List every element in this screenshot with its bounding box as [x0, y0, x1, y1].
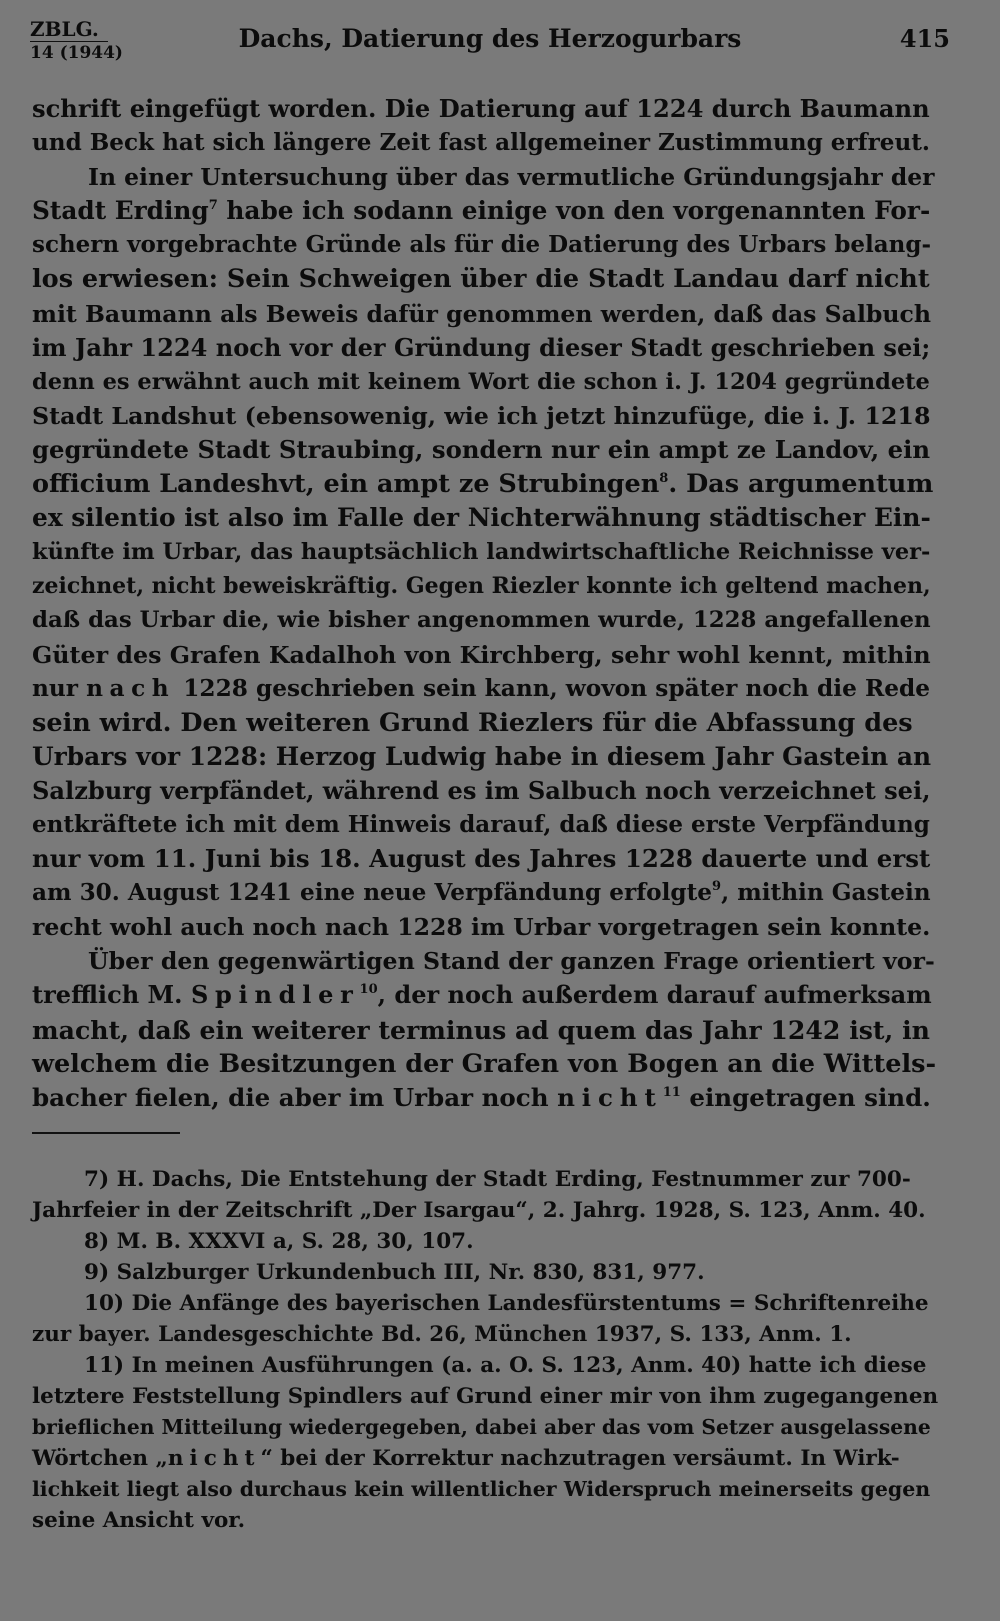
text-line: Über den gegenwärtigen Stand der ganzen Frage orientiert vor-	[88, 947, 935, 976]
text-line: officium Landeshvt, ein ampt ze Strubingen$^8$. Das argumentum	[32, 469, 934, 500]
text-line: mit Baumann als Beweis dafür genommen werden, daß das Salbuch	[32, 299, 932, 328]
running-title: Dachs, Datierung des Herzogurbars	[238, 24, 742, 53]
footnote-ref: 9	[712, 879, 722, 895]
footnote-ref: 7	[208, 198, 218, 214]
text-line: entkräftete ich mit dem Hinweis darauf, daß diese erste Verpfändung	[32, 810, 930, 838]
text-line: los erwiesen: Sein Schweigen über die Stadt Landau darf nicht	[32, 264, 930, 295]
text-line: künfte im Urbar, das hauptsächlich landwirtschaftliche Reichnisse ver-	[32, 539, 931, 566]
footnote-11-cont: lichkeit liegt also durchaus kein willentlicher Widerspruch meinerseits gegen	[32, 1477, 931, 1501]
text-line: nur vom 11. Juni bis 18. August des Jahres 1228 dauerte und erst	[32, 844, 931, 874]
page-number: 415	[899, 24, 950, 53]
text-line: ex silentio ist also im Falle der Nichterwähnung städtischer Ein-	[32, 503, 931, 533]
footnote-11-cont: letztere Feststellung Spindlers auf Grund einer mir von ihm zugegangenen	[32, 1384, 939, 1409]
text-line: im Jahr 1224 noch vor der Gründung dieser Stadt geschrieben sei;	[32, 332, 931, 362]
footnote-10: 10) Die Anfänge des bayerischen Landesfürstentums = Schriftenreihe	[84, 1291, 929, 1316]
text-line: Stadt Landshut (ebensowenig, wie ich jetzt hinzufüge, die i. J. 1218	[32, 401, 931, 430]
text-line: daß das Urbar die, wie bisher angenommen wurde, 1228 angefallenen	[32, 607, 931, 634]
text-line: welchem die Besitzungen der Grafen von Bogen an die Wittels-	[32, 1048, 937, 1079]
footnote-ref: 8	[659, 471, 669, 487]
text-line: nur nach 1228 geschrieben sein kann, wovon später noch die Rede	[32, 674, 931, 702]
footnote-9: 9) Salzburger Urkundenbuch III, Nr. 830, 831, 977.	[84, 1260, 705, 1285]
text-line: sein wird. Den weiteren Grund Riezlers für die Abfassung des	[32, 707, 913, 738]
text-line: Güter des Grafen Kadalhoh von Kirchberg, sehr wohl kennt, mithin	[32, 640, 931, 669]
footnote-ref: 10	[359, 982, 378, 998]
footnotes	[32, 1164, 940, 1536]
spaced-emphasis: nicht	[557, 1082, 663, 1112]
spaced-emphasis: Spindler	[190, 980, 360, 1010]
text-line: schrift eingefügt worden. Die Datierung auf 1224 durch Baumann	[32, 94, 930, 123]
footnote-8: 8) M. B. XXXVI a, S. 28, 30, 107.	[84, 1229, 474, 1254]
spaced-emphasis: nicht	[167, 1446, 261, 1471]
text-line: und Beck hat sich längere Zeit fast allgemeiner Zustimmung erfreut.	[32, 129, 930, 157]
page-header	[30, 14, 950, 66]
text-line: recht wohl auch noch nach 1228 im Urbar vorgetragen sein konnte.	[32, 913, 931, 942]
footnote-ref: 11	[662, 1084, 681, 1100]
text-line: Stadt Erding$^7$ habe ich sodann einige von den vorgenannten For-	[32, 196, 931, 226]
text-line: trefflich M. Spindler$^{10}$, der noch außerdem darauf aufmerksam	[32, 980, 932, 1010]
text-line: Urbars vor 1228: Herzog Ludwig habe in diesem Jahr Gastein an	[32, 741, 932, 771]
text-line: schern vorgebrachte Gründe als für die Datierung des Urbars belang-	[32, 231, 932, 259]
text-line: zeichnet, nicht beweiskräftig. Gegen Riezler konnte ich geltend machen,	[32, 573, 931, 600]
text-line: macht, daß ein weiterer terminus ad quem das Jahr 1242 ist, in	[32, 1014, 930, 1045]
footnote-11: 11) In meinen Ausführungen (a. a. O. S. 123, Anm. 40) hatte ich diese	[84, 1353, 927, 1378]
spaced-emphasis: nach	[86, 674, 176, 702]
footnote-11-cont: brieflichen Mitteilung wiedergegeben, dabei aber das vom Setzer ausgelassene	[32, 1415, 931, 1439]
footnote-11-cont: Wörtchen „nicht“ bei der Korrektur nachzutragen versäumt. In Wirk-	[32, 1446, 900, 1471]
footnote-11-cont: seine Ansicht vor.	[32, 1508, 246, 1533]
text-line: Salzburg verpfändet, während es im Salbuch noch verzeichnet sei,	[32, 775, 931, 805]
journal-abbreviation: ZBLG.	[30, 18, 108, 42]
footnote-7-cont: Jahrfeier in der Zeitschrift „Der Isargau“, 2. Jahrg. 1928, S. 123, Anm. 40.	[32, 1198, 926, 1223]
journal-volume: 14 (1944)	[30, 43, 123, 63]
text-line: In einer Untersuchung über das vermutliche Gründungsjahr der	[88, 163, 935, 192]
text-line: am 30. August 1241 eine neue Verpfändung erfolgte$^9$, mithin Gastein	[32, 879, 931, 907]
footnote-10-cont: zur bayer. Landesgeschichte Bd. 26, München 1937, S. 133, Anm. 1.	[32, 1322, 852, 1347]
footnote-7: 7) H. Dachs, Die Entstehung der Stadt Erding, Festnummer zur 700-	[84, 1167, 911, 1192]
main-text	[32, 92, 940, 1115]
text-line: bacher fielen, die aber im Urbar noch nicht$^{11}$ eingetragen sind.	[32, 1082, 931, 1112]
footnote-separator	[32, 1132, 180, 1134]
text-line: gegründete Stadt Straubing, sondern nur ein ampt ze Landov, ein	[32, 434, 931, 464]
text-line: denn es erwähnt auch mit keinem Wort die schon i. J. 1204 gegründete	[32, 368, 930, 395]
